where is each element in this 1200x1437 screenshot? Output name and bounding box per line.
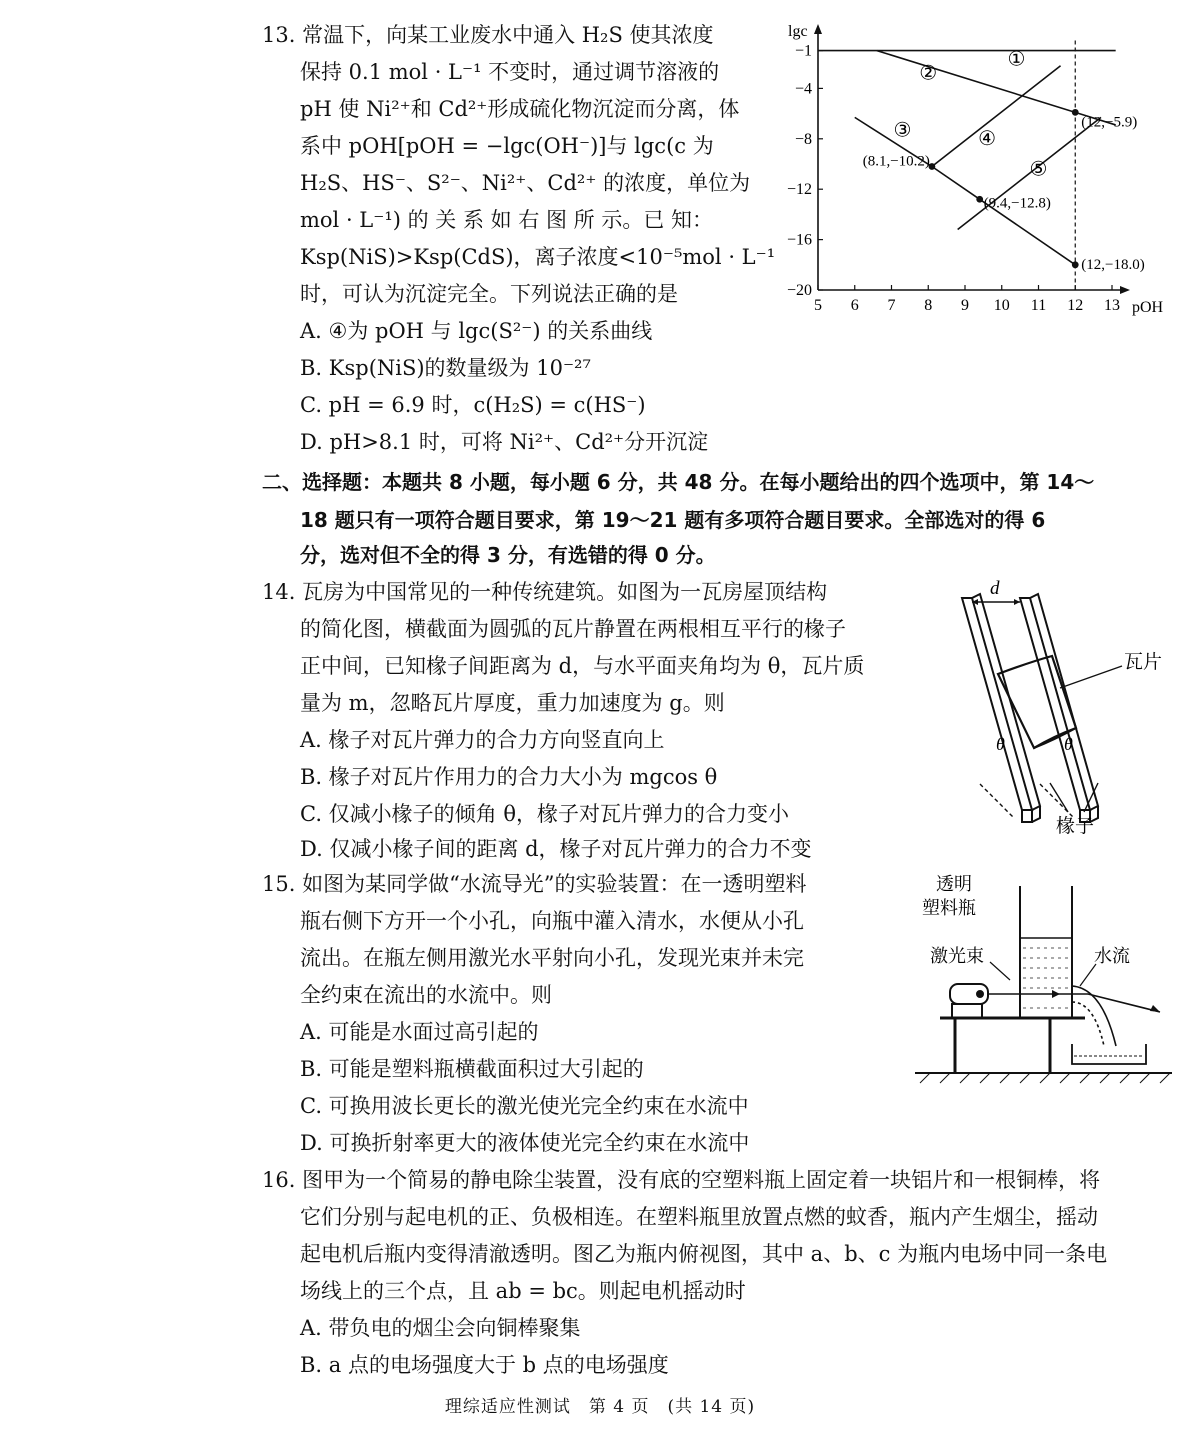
y-axis-label: lgc xyxy=(788,23,808,40)
label-d: d xyxy=(990,578,1000,599)
q14-option-b: B. 椽子对瓦片作用力的合力大小为 mgcos θ xyxy=(300,765,718,789)
y-tick-label: −1 xyxy=(794,42,812,60)
water-light-guide-figure xyxy=(910,868,1180,1088)
q15-option-a: A. 可能是水面过高引起的 xyxy=(300,1020,539,1044)
x-axis-label: pOH xyxy=(1132,299,1164,316)
q14-option-a: A. 椽子对瓦片弹力的合力方向竖直向上 xyxy=(300,728,665,752)
data-point xyxy=(976,196,983,203)
x-tick-label: 12 xyxy=(1067,297,1084,314)
section2-line-2: 18 题只有一项符合题目要求，第 19～21 题有多项符合题目要求。全部选对的得 6 xyxy=(300,508,1046,532)
label-theta-left: θ xyxy=(996,734,1005,754)
series-label: ⑤ xyxy=(1029,158,1048,181)
q14-line-4: 量为 m，忽略瓦片厚度，重力加速度为 g。则 xyxy=(300,691,725,715)
label-tile: 瓦片 xyxy=(1124,652,1163,673)
series-line-③ xyxy=(855,117,1076,264)
data-point xyxy=(1072,109,1079,116)
label-bottle-2: 塑料瓶 xyxy=(922,898,976,918)
y-axis-arrow xyxy=(814,24,822,34)
x-tick-label: 7 xyxy=(887,297,896,314)
x-tick-label: 13 xyxy=(1104,297,1120,314)
q14-line-2: 的简化图，横截面为圆弧的瓦片静置在两根相互平行的椽子 xyxy=(300,617,846,641)
lgc-poh-chart xyxy=(778,20,1178,320)
q13-option-b: B. Ksp(NiS)的数量级为 10⁻²⁷ xyxy=(300,356,591,380)
label-rafter: 椽子 xyxy=(1056,816,1095,837)
q15-line-1: 15. 如图为某同学做“水流导光”的实验装置：在一透明塑料 xyxy=(262,872,807,896)
y-tick-label: −16 xyxy=(786,231,812,249)
q15-line-3: 流出。在瓶左侧用激光水平射向小孔，发现光束并未完 xyxy=(300,946,804,970)
q13-option-c: C. pH = 6.9 时，c(H₂S) = c(HS⁻) xyxy=(300,393,646,417)
q16-option-a: A. 带负电的烟尘会向铜棒聚集 xyxy=(300,1316,581,1340)
q15-option-c: C. 可换用波长更长的激光使光完全约束在水流中 xyxy=(300,1094,749,1118)
q13-option-d: D. pH>8.1 时，可将 Ni²⁺、Cd²⁺分开沉淀 xyxy=(300,430,709,454)
x-tick-label: 8 xyxy=(924,297,933,314)
label-stream: 水流 xyxy=(1094,946,1130,966)
q15-option-d: D. 可换折射率更大的液体使光完全约束在水流中 xyxy=(300,1131,750,1155)
q16-line-2: 它们分别与起电机的正、负极相连。在塑料瓶里放置点燃的蚊香，瓶内产生烟尘，摇动 xyxy=(300,1205,1098,1229)
point-annotation: (8.1,−10.2) xyxy=(862,153,930,170)
plastic-bottle xyxy=(1020,886,1072,1018)
q13-line-1: 13. 常温下，向某工业废水中通入 H₂S 使其浓度 xyxy=(262,23,714,47)
q13-line-6: mol · L⁻¹) 的 关 系 如 右 图 所 示。已 知： xyxy=(300,208,714,232)
point-annotation: (9.4,−12.8) xyxy=(983,195,1051,212)
q13-line-3: pH 使 Ni²⁺和 Cd²⁺形成硫化物沉淀而分离，体 xyxy=(300,97,740,121)
q14-option-d: D. 仅减小椽子间的距离 d，椽子对瓦片弹力的合力不变 xyxy=(300,837,812,861)
y-tick-label: −8 xyxy=(794,130,812,148)
data-point xyxy=(1072,261,1079,268)
q15-line-4: 全约束在流出的水流中。则 xyxy=(300,983,552,1007)
point-annotation: (12,−18.0) xyxy=(1081,256,1145,273)
label-bottle-1: 透明 xyxy=(936,874,972,894)
x-tick-label: 9 xyxy=(961,297,969,314)
q16-line-1: 16. 图甲为一个简易的静电除尘装置，没有底的空塑料瓶上固定着一块铝片和一根铜棒，将 xyxy=(262,1168,1101,1192)
q13-line-8: 时，可认为沉淀完全。下列说法正确的是 xyxy=(300,282,678,306)
y-tick-label: −12 xyxy=(786,181,812,199)
q13-line-2: 保持 0.1 mol · L⁻¹ 不变时，通过调节溶液的 xyxy=(300,60,720,84)
left-rafter xyxy=(962,598,1032,810)
right-rafter xyxy=(1020,598,1090,810)
series-label: ④ xyxy=(978,128,997,151)
q16-option-b: B. a 点的电场强度大于 b 点的电场强度 xyxy=(300,1353,669,1377)
q13-option-a: A. ④为 pOH 与 lgc(S²⁻) 的关系曲线 xyxy=(300,319,653,343)
q14-option-c: C. 仅减小椽子的倾角 θ，椽子对瓦片弹力的合力变小 xyxy=(300,802,789,826)
water-basin xyxy=(1072,1044,1146,1064)
series-line-② xyxy=(877,48,1116,125)
point-annotation: (12,−5.9) xyxy=(1081,114,1138,131)
section2-line-1: 二、选择题：本题共 8 小题，每小题 6 分，共 48 分。在每小题给出的四个选项中，第 14～ xyxy=(262,470,1095,494)
series-line-④ xyxy=(932,66,1061,167)
y-tick-label: −20 xyxy=(786,282,812,299)
q16-line-3: 起电机后瓶内变得清澈透明。图乙为瓶内俯视图，其中 a、b、c 为瓶内电场中同一条电 xyxy=(300,1242,1108,1266)
tile-rafter-figure xyxy=(950,578,1180,838)
series-label: ③ xyxy=(893,119,912,142)
label-theta-right: θ xyxy=(1064,734,1073,754)
page-footer: 理综适应性测试 第 4 页 (共 14 页) xyxy=(444,1397,756,1417)
x-tick-label: 10 xyxy=(993,297,1010,314)
section2-line-3: 分，选对但不全的得 3 分，有选错的得 0 分。 xyxy=(300,543,716,567)
q13-line-5: H₂S、HS⁻、S²⁻、Ni²⁺、Cd²⁺ 的浓度，单位为 xyxy=(300,171,751,195)
y-tick-label: −4 xyxy=(794,80,812,98)
x-axis-arrow xyxy=(1120,286,1130,294)
x-tick-label: 6 xyxy=(850,297,859,314)
x-tick-label: 5 xyxy=(814,297,822,314)
q14-line-1: 14. 瓦房为中国常见的一种传统建筑。如图为一瓦房屋顶结构 xyxy=(262,580,828,604)
q16-line-4: 场线上的三个点，且 ab = bc。则起电机摇动时 xyxy=(300,1279,746,1303)
q14-line-3: 正中间，已知椽子间距离为 d，与水平面夹角均为 θ，瓦片质 xyxy=(300,654,865,678)
q15-option-b: B. 可能是塑料瓶横截面积过大引起的 xyxy=(300,1057,644,1081)
label-laser: 激光束 xyxy=(930,946,984,966)
q15-line-2: 瓶右侧下方开一个小孔，向瓶中灌入清水，水便从小孔 xyxy=(300,909,804,933)
x-tick-label: 11 xyxy=(1030,297,1047,314)
series-label: ② xyxy=(919,62,938,85)
series-label: ① xyxy=(1007,48,1026,71)
q13-line-7: Ksp(NiS)>Ksp(CdS)，离子浓度<10⁻⁵mol · L⁻¹ xyxy=(300,245,776,269)
q13-line-4: 系中 pOH[pOH = −lgc(OH⁻)]与 lgc(c 为 xyxy=(300,134,714,158)
